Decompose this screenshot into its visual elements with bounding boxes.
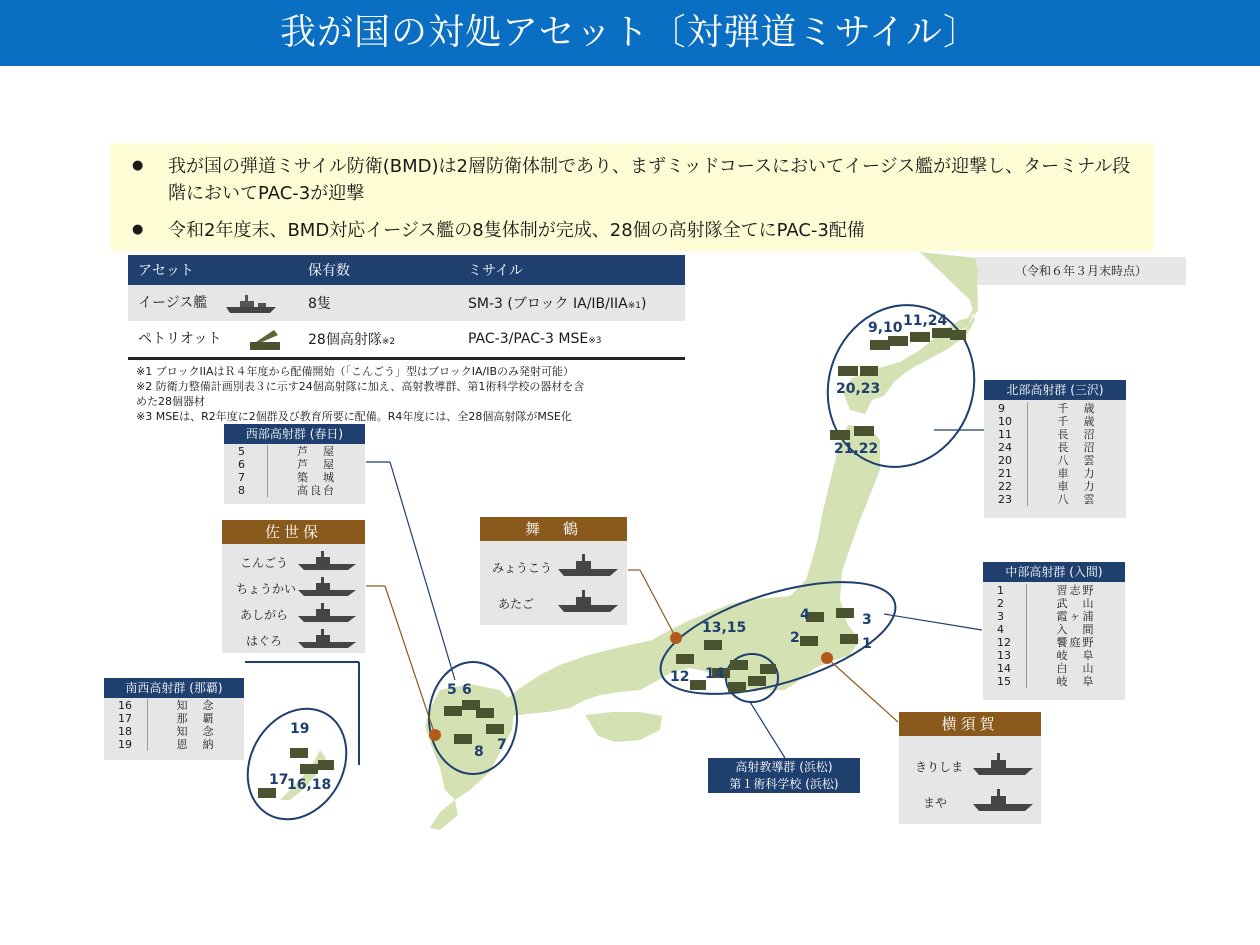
table-row: 12 饗庭野 [983,636,1125,649]
table-row: 18 知 念 [104,725,244,738]
port-title: 舞 鶴 [480,517,627,541]
ship-name: あしがら [240,608,289,622]
ship-name: まや [923,796,948,810]
footnote-1: ※1 ブロックIIAはＲ４年度から配備開始（「こんごう」型はブロックIA/IBのみ発射可能） [136,365,575,378]
aegis-ship-icon [224,292,278,314]
asset-count: 8隻 [298,285,458,321]
port-dot-maizuru [670,632,682,644]
ship-name: きりしま [915,760,964,774]
ship-name: みょうこう [492,561,553,575]
map-label: 11,24 [903,313,948,329]
summary-item-2: 令和2年度末、BMD対応イージス艦の8隻体制が完成、28個の高射隊全てにPAC-3配備 [168,220,865,241]
table-row: 20 八 雲 [984,454,1126,467]
map-label: 1 [862,636,872,652]
kyushu-south [430,800,458,830]
table-row: 23 八 雲 [984,493,1126,506]
aegis-ship-icon [558,551,618,613]
group-title: 西部高射群 (春日) [224,424,365,444]
ship-name: こんごう [240,556,289,570]
table-row [128,321,685,359]
table-row: 11 長 沼 [984,428,1126,441]
shikoku-shape [585,712,662,742]
table-row: 19 恩 納 [104,738,244,751]
date-note: （令和６年３月末時点） [976,257,1186,285]
table-row: 8 高良台 [224,484,365,497]
okinawa-ellipse [228,691,366,837]
map-label: 2 [790,630,800,646]
map-label: 17 [269,772,289,788]
table-row: 16 知 念 [104,699,244,712]
map-label: 3 [862,612,872,628]
table-row: 3 霞ヶ浦 [983,610,1125,623]
map-label: 19 [290,721,310,737]
patriot-launcher-icon [248,326,284,352]
port-dot-yokosuka [821,652,833,664]
table-row: 24 長 沼 [984,441,1126,454]
table-row: 2 武 山 [983,597,1125,610]
missile-name: PAC-3/PAC-3 MSE [468,331,589,347]
footnote-2: ※2 防衛力整備計画別表３に示す24個高射隊に加え、高射教導群、第1術科学校の器材を含 [136,380,585,393]
missile-note: ※1 [627,301,641,311]
map-label: 6 [462,682,472,698]
port-title: 横須賀 [899,712,1041,736]
asset-table [128,255,685,360]
connector-central [884,614,982,630]
training-group-line-1: 高射教導群 (浜松) [735,760,833,774]
table-row: 14 白 山 [983,662,1125,675]
map-label: 14 [705,666,725,682]
aegis-ship-icon [973,748,1033,812]
group-table-north [984,380,1126,518]
page-title: 我が国の対処アセット〔対弾道ミサイル〕 [0,0,1260,66]
group-table-west [224,424,365,504]
table-row: 15 岐 阜 [983,675,1125,688]
table-row: 10 千 歳 [984,415,1126,428]
map-label: 20,23 [836,381,881,397]
group-table-southwest [104,678,244,760]
table-row: 4 入 間 [983,623,1125,636]
table-row: 13 岐 阜 [983,649,1125,662]
table-row: 21 車 力 [984,467,1126,480]
col-header-asset: アセット [128,255,298,285]
connector-yokosuka [827,658,898,722]
ship-name: あたご [498,597,535,611]
table-row: 9 千 歳 [984,402,1126,415]
port-box-yokosuka [899,712,1041,824]
table-row: 6 芦 屋 [224,458,365,471]
footnote-3: ※3 MSEは、R2年度に2個群及び教育所要に配備。R4年度には、全28個高射隊がMSE化 [136,410,572,423]
group-title: 南西高射群 (那覇) [104,678,244,698]
map-label: 13,15 [702,620,747,636]
map-label: 9,10 [868,320,903,336]
aegis-ship-icon [298,548,356,648]
missile-tail: ) [641,296,647,312]
map-label: 5 [447,682,457,698]
table-row: 5 芦 屋 [224,445,365,458]
table-row: 1 習志野 [983,584,1125,597]
connector-training [750,702,785,758]
training-group-box [708,758,860,793]
map-label: 21,22 [834,441,879,457]
map-label: 7 [497,737,507,753]
asset-name: ペトリオット [138,331,222,347]
summary-item-1: 我が国の弾道ミサイル防衛(BMD)は2層防衛体制であり、まずミッドコースにおいてイージス艦が迎撃し、ターミナル段階においてPAC-3が迎撃 [168,156,1131,204]
group-title: 北部高射群 (三沢) [984,380,1126,400]
group-table-central [983,562,1125,700]
table-row: 17 那 覇 [104,712,244,725]
map-label: 16,18 [287,777,332,793]
col-header-count: 保有数 [298,255,458,285]
bullet-1: ● [132,158,144,173]
hokkaido-ellipse [805,284,996,487]
missile-name: SM-3 (ブロック IA/IB/IIA [468,296,628,312]
ship-name: ちょうかい [236,582,297,596]
footnote-2-cont: めた28個器材 [136,395,205,408]
missile-note: ※3 [588,336,602,346]
map-label: 12 [670,669,690,685]
port-box-sasebo [222,520,365,653]
map-label: 8 [474,744,484,760]
col-header-missile: ミサイル [458,255,685,285]
training-group-line-2: 第１術科学校 (浜松) [729,777,839,791]
table-row: 7 築 城 [224,471,365,484]
table-row [128,285,685,321]
port-title: 佐世保 [222,520,365,544]
asset-name: イージス艦 [138,295,208,311]
port-dot-sasebo [429,729,441,741]
bullet-2: ● [132,222,144,237]
port-box-maizuru [480,517,627,625]
map-label: 4 [800,607,810,623]
count-note: ※2 [381,337,396,347]
ship-name: はぐろ [246,634,283,648]
group-title: 中部高射群 (入間) [983,562,1125,582]
table-row: 22 車 力 [984,480,1126,493]
asset-count: 28個高射隊 [308,332,382,348]
